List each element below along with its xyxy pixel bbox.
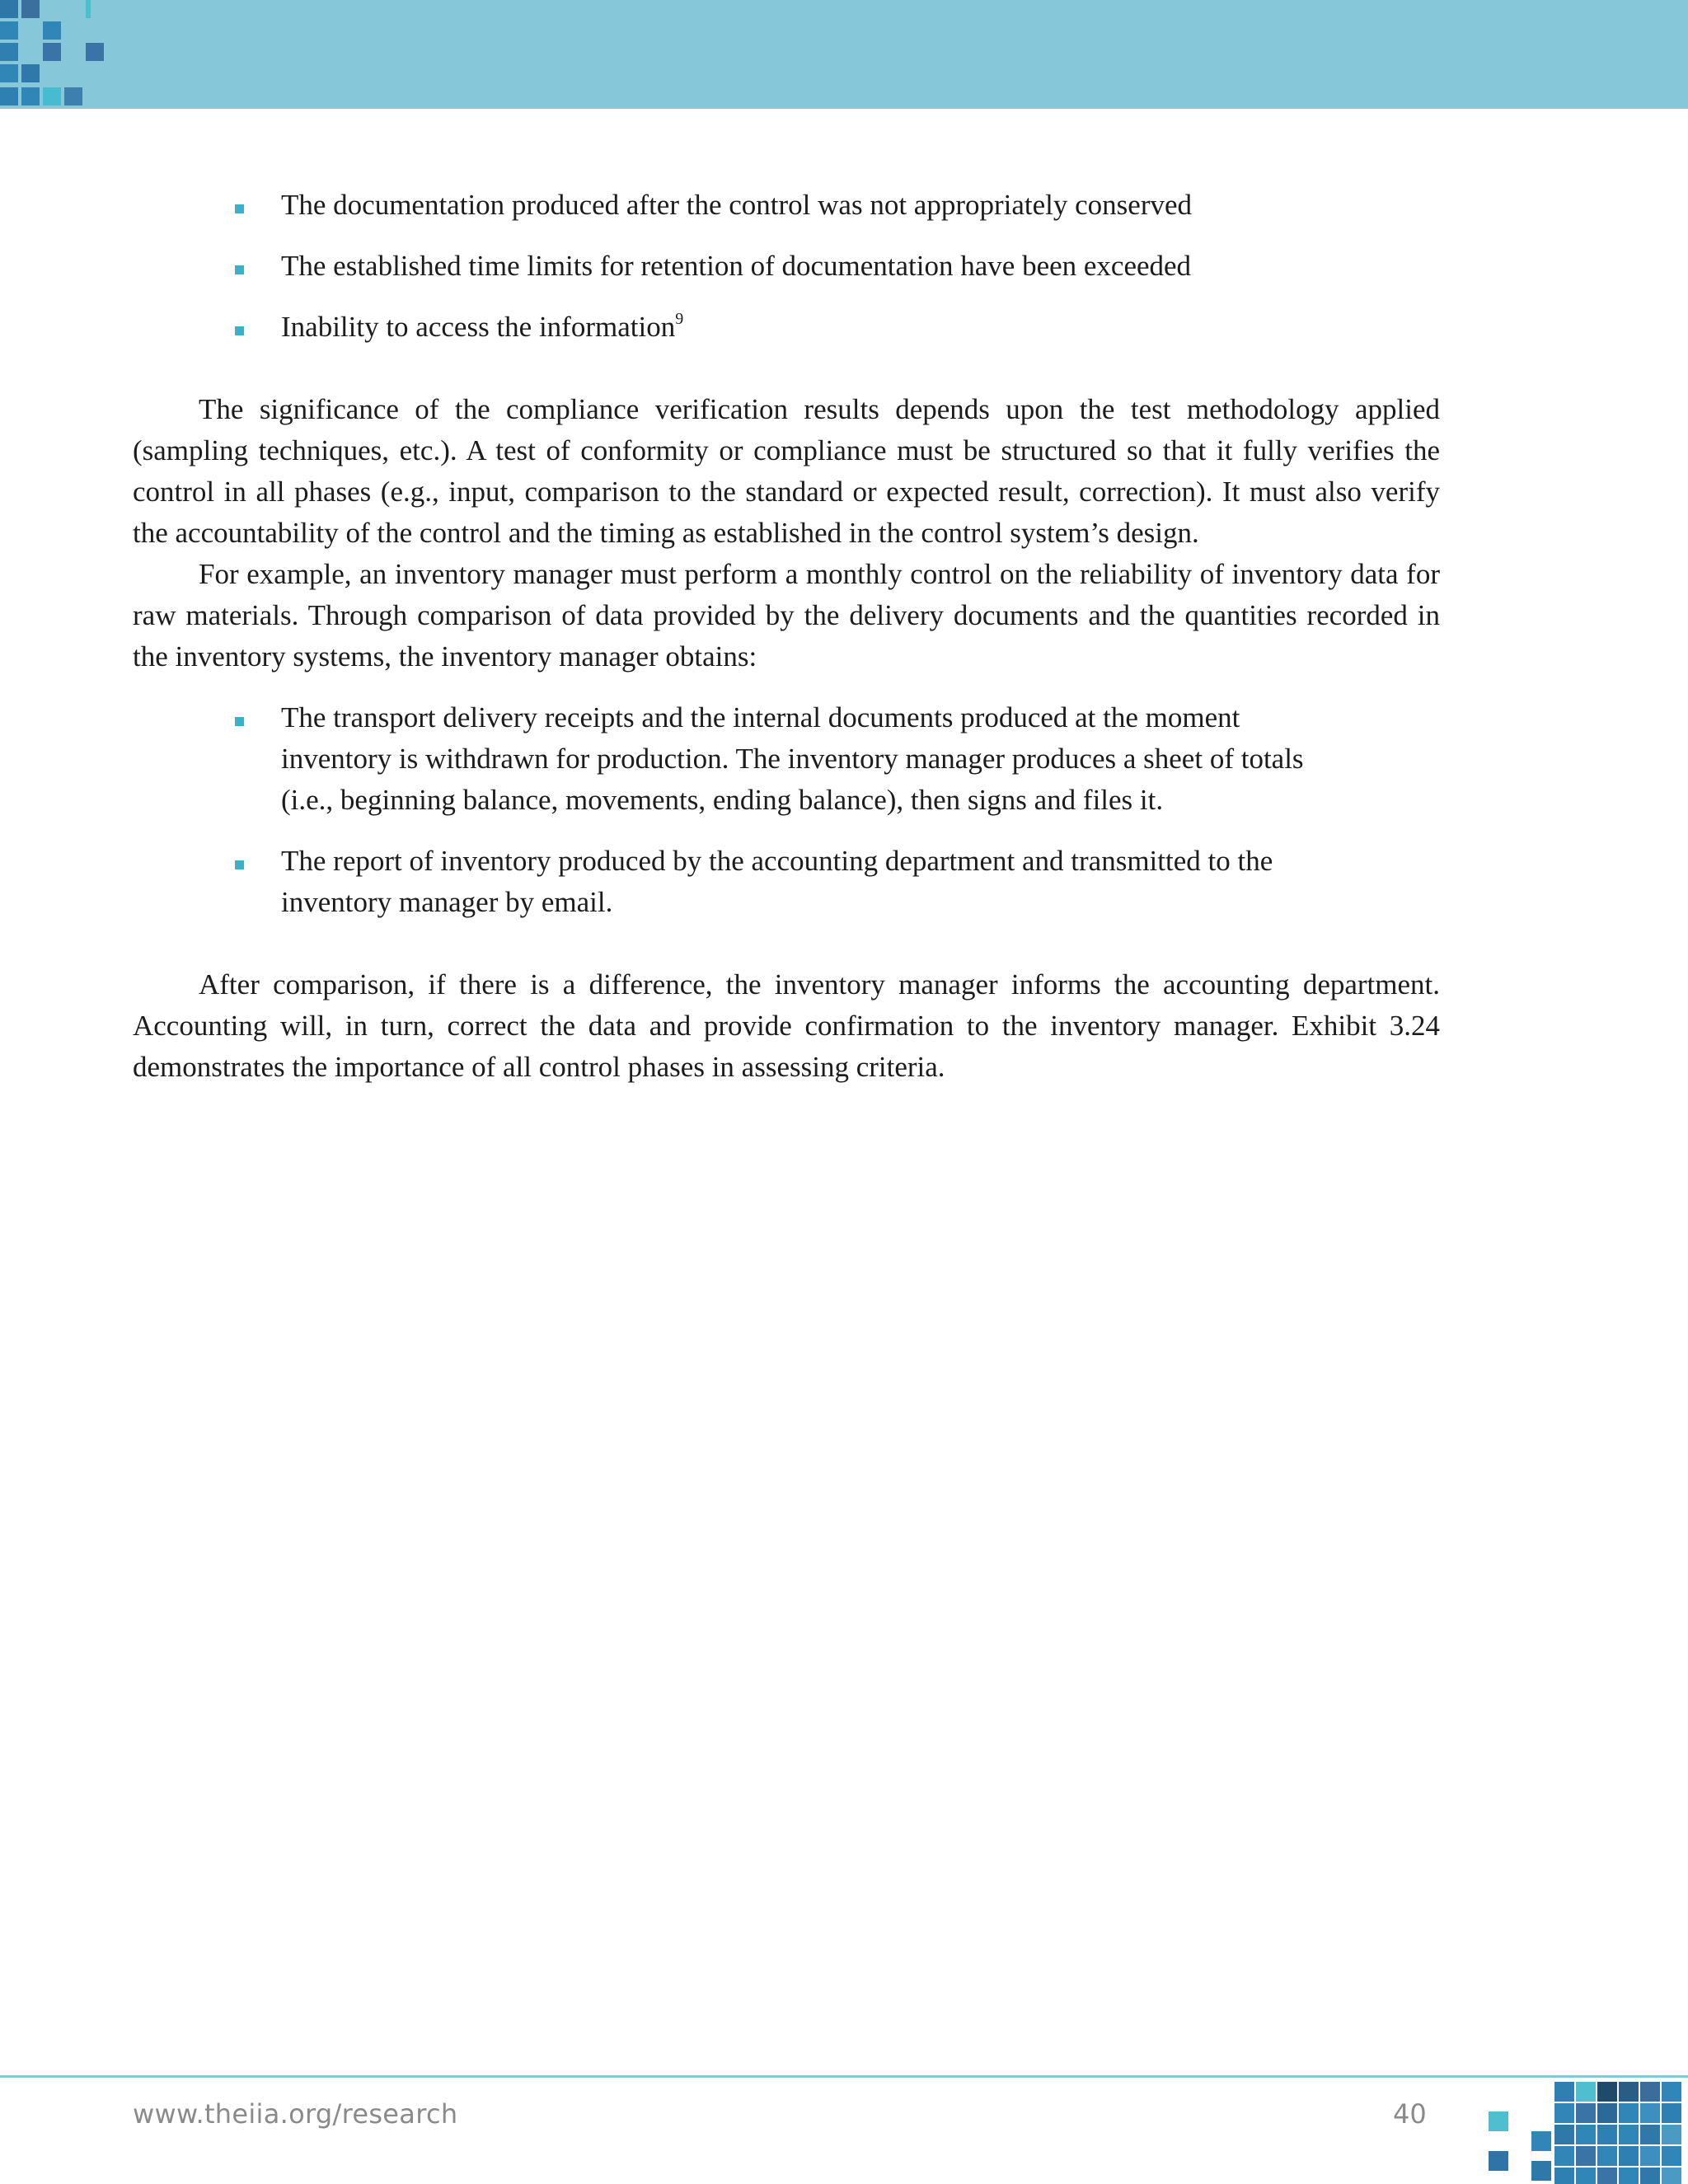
body-paragraph: After comparison, if there is a difference, the inventory manager informs the accounting department. Accounting will, in turn, correct the data and provide confirmation to the inventory manager. Exhibit 3.24 demonstrates the importance of all control phases in assessing criteria. (133, 968, 1440, 1083)
header-pixel-extra (86, 43, 107, 64)
header-pixel-pattern (0, 0, 91, 109)
list-item: The established time limits for retention of documentation have been exceeded (281, 246, 1440, 287)
list-item: The report of inventory produced by the accounting department and transmitted to the inventory manager by email. (281, 841, 1344, 923)
body-paragraph: The significance of the compliance verification results depends upon the test methodology applied (sampling techniques, etc.). A test of conformity or compliance must be structured so that it fully verifies the control in all phases (e.g., input, comparison to the standard or expected result, correction). It must also verify the accountability of the control and the timing as established in the control system’s design. (133, 393, 1440, 549)
list-item: The transport delivery receipts and the internal documents produced at the moment inventory is withdrawn for production. The inventory manager produces a sheet of totals (i.e., beginning balance, movements, ending balance), then signs and files it. (281, 697, 1344, 821)
bullet-square-icon (235, 265, 244, 274)
bullet-square-icon (235, 204, 244, 213)
bullet-list-top (133, 185, 1440, 348)
footer-pixel-pattern (1484, 2077, 1688, 2184)
bullet-square-icon (235, 326, 244, 335)
body-paragraph: For example, an inventory manager must perform a monthly control on the reliability of inventory data for raw materials. Through comparison of data provided by the delivery documents and the quantities recorded in the inventory systems, the inventory manager obtains: (133, 558, 1440, 673)
list-item: Inability to access the information$^9$ (281, 307, 1440, 348)
page-content (133, 185, 1440, 1088)
list-item: The documentation produced after the control was not appropriately conserved (281, 185, 1440, 226)
bullet-square-icon (235, 717, 244, 726)
footer-rule (0, 2075, 1688, 2078)
bullet-list-middle (133, 697, 1440, 923)
footnote-reference: 9 (675, 310, 684, 329)
footer-url-link[interactable]: www.theiia.org/research (133, 2098, 458, 2130)
bullet-square-icon (235, 860, 244, 869)
header-band (0, 0, 1688, 109)
page-number: 40 (1393, 2098, 1427, 2130)
